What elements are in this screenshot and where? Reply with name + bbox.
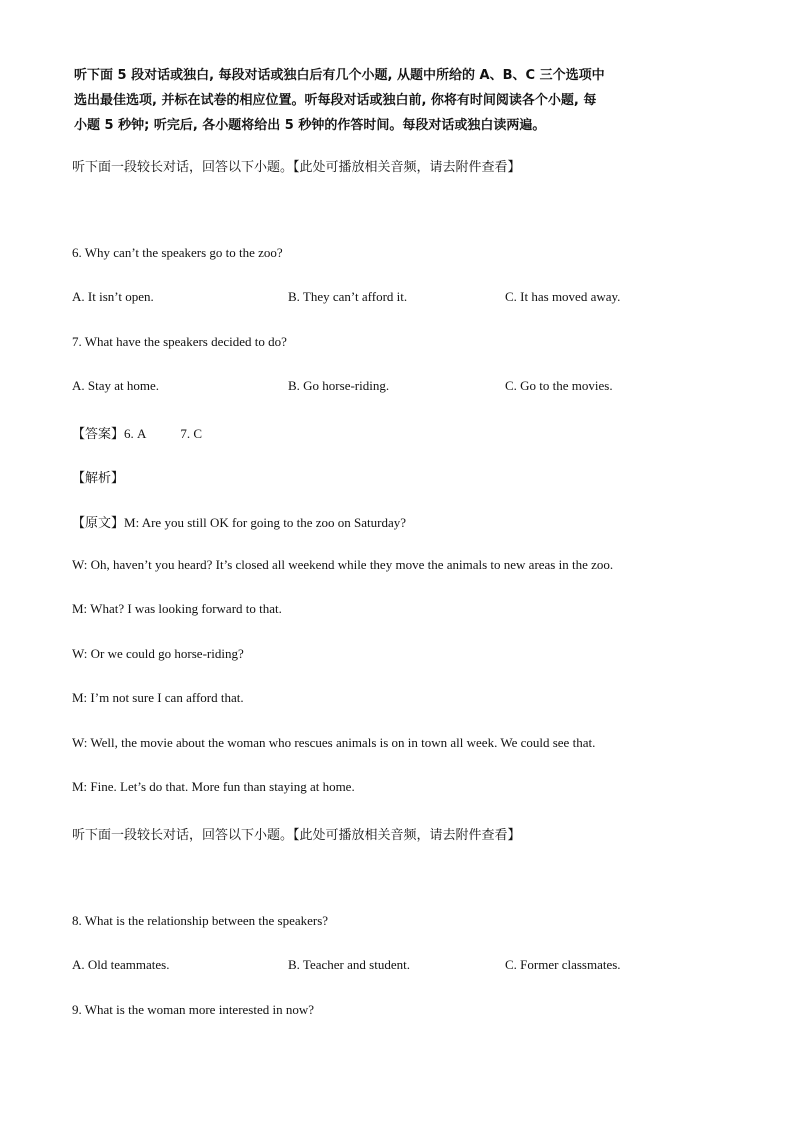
section-1-prompt: 听下面一段较长对话，回答以下小题。【此处可播放相关音频，请去附件查看】 (72, 160, 521, 175)
transcript-line-7: M: Fine. Let’s do that. More fun than staying at home. (72, 779, 355, 794)
transcript-line-1 (72, 512, 406, 531)
answer-7: 7. C (180, 426, 203, 441)
question-8-option-c: C. Former classmates. (505, 957, 621, 972)
transcript-label: 【原文】 (72, 516, 125, 531)
question-6-stem: 6. Why can’t the speakers go to the zoo? (72, 245, 283, 260)
question-7-option-a: A. Stay at home. (72, 378, 160, 393)
answer-line (72, 423, 202, 442)
transcript-line-2: W: Oh, haven’t you heard? It’s closed all weekend while they move the animals to new areas in the zoo. (72, 557, 614, 572)
question-7-option-c: C. Go to the movies. (505, 378, 613, 393)
question-7-option-b: B. Go horse-riding. (288, 378, 390, 393)
section-2-prompt: 听下面一段较长对话，回答以下小题。【此处可播放相关音频，请去附件查看】 (72, 828, 521, 843)
answer-6: 6. A (124, 426, 147, 441)
instructions-line-1: 听下面 5 段对话或独白, 每段对话或独白后有几个小题, 从题中所给的 A、B、C 三个选项中 (74, 68, 605, 83)
answer-label: 【答案】 (72, 427, 125, 442)
question-6-option-a: A. It isn’t open. (72, 289, 154, 304)
instructions-line-2: 选出最佳选项, 并标在试卷的相应位置。听每段对话或独白前, 你将有时间阅读各个小题, 每 (74, 93, 597, 108)
instructions-line-3: 小题 5 秒钟; 听完后, 各小题将给出 5 秒钟的作答时间。每段对话或独白读两遍。 (74, 118, 546, 133)
transcript-line-4: W: Or we could go horse-riding? (72, 646, 244, 661)
transcript-line-5: M: I’m not sure I can afford that. (72, 690, 244, 705)
question-8-option-b: B. Teacher and student. (288, 957, 410, 972)
question-8-stem: 8. What is the relationship between the speakers? (72, 913, 329, 928)
question-9-stem: 9. What is the woman more interested in now? (72, 1002, 315, 1017)
transcript-text: M: Are you still OK for going to the zoo on Saturday? (124, 515, 407, 530)
question-8-option-a: A. Old teammates. (72, 957, 170, 972)
transcript-line-6: W: Well, the movie about the woman who rescues animals is on in town all week. We could see that. (72, 735, 596, 750)
question-6-option-b: B. They can’t afford it. (288, 289, 408, 304)
question-6-option-c: C. It has moved away. (505, 289, 621, 304)
transcript-line-3: M: What? I was looking forward to that. (72, 601, 282, 616)
question-7-stem: 7. What have the speakers decided to do? (72, 334, 287, 349)
analysis-label: 【解析】 (72, 471, 125, 486)
